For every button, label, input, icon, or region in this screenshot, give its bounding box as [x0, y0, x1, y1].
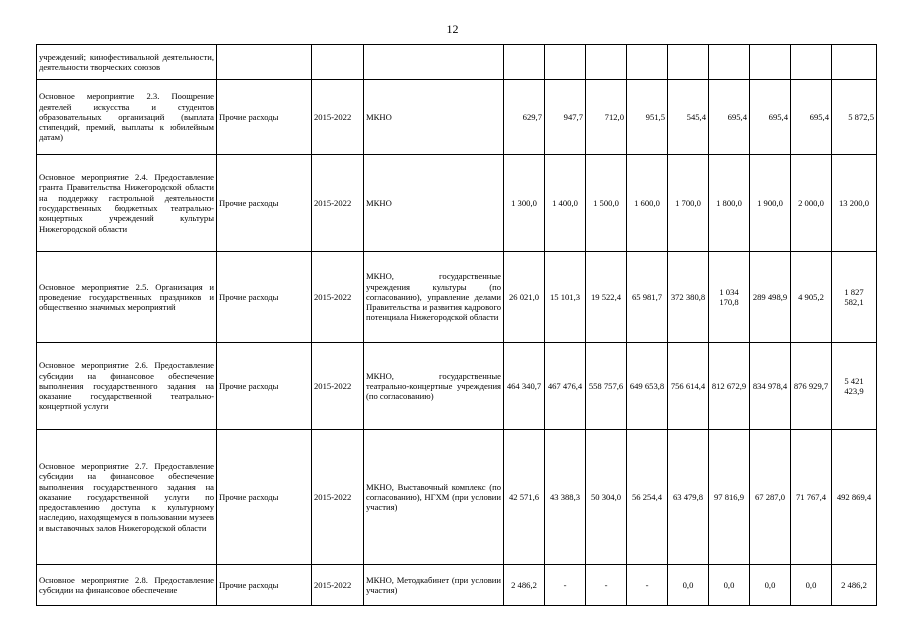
value-cell: 65 981,7: [627, 252, 668, 343]
table-row: [37, 155, 877, 252]
total-cell: [832, 45, 877, 80]
executor: МКНО, Методкабинет (при условии участия): [364, 565, 504, 606]
table-row: [37, 565, 877, 606]
value-cell: 467 476,4: [545, 343, 586, 430]
measure-description: Основное мероприятие 2.4. Предоставление гранта Правительства Нижегородской области на поддержку гастрольной деятельности государственных бюджетных театрально-концертных учреждений культуры Нижегородской области: [37, 155, 217, 252]
value-cell: 812 672,9: [709, 343, 750, 430]
value-cell: [668, 45, 709, 80]
measure-description: Основное мероприятие 2.7. Предоставление субсидии на финансовое обеспечение выполнения государственного задания на оказание государственной услуги по предоставлению доступа к культурному наследию, находящемуся в пользовании музеев и выставочных залов Нижегородской области: [37, 430, 217, 565]
value-cell: 71 767,4: [791, 430, 832, 565]
period: 2015-2022: [312, 430, 364, 565]
table-row: [37, 343, 877, 430]
value-cell: 1 500,0: [586, 155, 627, 252]
period: 2015-2022: [312, 80, 364, 155]
executor: МКНО, государственные учреждения культуры (по согласованию), управление делами Правительства и развития кадрового потенциала Нижегородской области: [364, 252, 504, 343]
executor: МКНО, государственные театрально-концертные учреждения (по согласованию): [364, 343, 504, 430]
value-cell: 4 905,2: [791, 252, 832, 343]
value-cell: 26 021,0: [504, 252, 545, 343]
value-cell: 2 000,0: [791, 155, 832, 252]
measure-description: Основное мероприятие 2.8. Предоставление субсидии на финансовое обеспечение: [37, 565, 217, 606]
value-cell: [627, 45, 668, 80]
executor: [364, 45, 504, 80]
total-cell: 2 486,2: [832, 565, 877, 606]
value-cell: 649 653,8: [627, 343, 668, 430]
measure-description: Основное мероприятие 2.3. Поощрение деятелей искусства и студентов образовательных организаций (выплата стипендий, премий, выплаты к юбилейным датам): [37, 80, 217, 155]
executor: МКНО: [364, 80, 504, 155]
value-cell: -: [545, 565, 586, 606]
period: 2015-2022: [312, 565, 364, 606]
value-cell: 1 600,0: [627, 155, 668, 252]
table-row: [37, 80, 877, 155]
value-cell: 50 304,0: [586, 430, 627, 565]
value-cell: 558 757,6: [586, 343, 627, 430]
value-cell: [791, 45, 832, 80]
measure-description: учреждений; кинофестивальной деятельности, деятельности творческих союзов: [37, 45, 217, 80]
value-cell: [709, 45, 750, 80]
table-row: [37, 252, 877, 343]
value-cell: 951,5: [627, 80, 668, 155]
value-cell: 97 816,9: [709, 430, 750, 565]
value-cell: 43 388,3: [545, 430, 586, 565]
period: 2015-2022: [312, 343, 364, 430]
total-cell: 5 872,5: [832, 80, 877, 155]
value-cell: 756 614,4: [668, 343, 709, 430]
value-cell: 1 034 170,8: [709, 252, 750, 343]
value-cell: 1 900,0: [750, 155, 791, 252]
expense-type: Прочие расходы: [217, 80, 312, 155]
value-cell: 947,7: [545, 80, 586, 155]
measure-description: Основное мероприятие 2.6. Предоставление субсидии на финансовое обеспечение выполнения государственного задания на оказание государственной театрально-концертной услуги: [37, 343, 217, 430]
total-cell: 5 421 423,9: [832, 343, 877, 430]
budget-table: [36, 44, 877, 606]
total-cell: 1 827 582,1: [832, 252, 877, 343]
value-cell: 372 380,8: [668, 252, 709, 343]
value-cell: 545,4: [668, 80, 709, 155]
table-row: [37, 45, 877, 80]
measure-description: Основное мероприятие 2.5. Организация и проведение государственных праздников и общественно значимых мероприятий: [37, 252, 217, 343]
value-cell: [545, 45, 586, 80]
table-row: [37, 430, 877, 565]
value-cell: 0,0: [791, 565, 832, 606]
value-cell: 67 287,0: [750, 430, 791, 565]
total-cell: 492 869,4: [832, 430, 877, 565]
period: [312, 45, 364, 80]
executor: МКНО: [364, 155, 504, 252]
value-cell: 0,0: [668, 565, 709, 606]
value-cell: [586, 45, 627, 80]
page-number: 12: [446, 22, 459, 36]
period: 2015-2022: [312, 252, 364, 343]
expense-type: Прочие расходы: [217, 430, 312, 565]
value-cell: 695,4: [750, 80, 791, 155]
expense-type: Прочие расходы: [217, 343, 312, 430]
expense-type: Прочие расходы: [217, 252, 312, 343]
total-cell: 13 200,0: [832, 155, 877, 252]
value-cell: 0,0: [709, 565, 750, 606]
value-cell: -: [627, 565, 668, 606]
value-cell: 629,7: [504, 80, 545, 155]
expense-type: [217, 45, 312, 80]
value-cell: 56 254,4: [627, 430, 668, 565]
value-cell: 695,4: [709, 80, 750, 155]
value-cell: 712,0: [586, 80, 627, 155]
value-cell: 2 486,2: [504, 565, 545, 606]
value-cell: [750, 45, 791, 80]
value-cell: 0,0: [750, 565, 791, 606]
value-cell: 15 101,3: [545, 252, 586, 343]
value-cell: 464 340,7: [504, 343, 545, 430]
expense-type: Прочие расходы: [217, 565, 312, 606]
value-cell: 834 978,4: [750, 343, 791, 430]
executor: МКНО, Выставочный комплекс (по согласованию), НГХМ (при условии участия): [364, 430, 504, 565]
value-cell: 1 700,0: [668, 155, 709, 252]
value-cell: -: [586, 565, 627, 606]
value-cell: 695,4: [791, 80, 832, 155]
expense-type: Прочие расходы: [217, 155, 312, 252]
value-cell: 19 522,4: [586, 252, 627, 343]
period: 2015-2022: [312, 155, 364, 252]
value-cell: [504, 45, 545, 80]
value-cell: 876 929,7: [791, 343, 832, 430]
value-cell: 42 571,6: [504, 430, 545, 565]
value-cell: 289 498,9: [750, 252, 791, 343]
value-cell: 1 400,0: [545, 155, 586, 252]
value-cell: 1 800,0: [709, 155, 750, 252]
value-cell: 1 300,0: [504, 155, 545, 252]
value-cell: 63 479,8: [668, 430, 709, 565]
